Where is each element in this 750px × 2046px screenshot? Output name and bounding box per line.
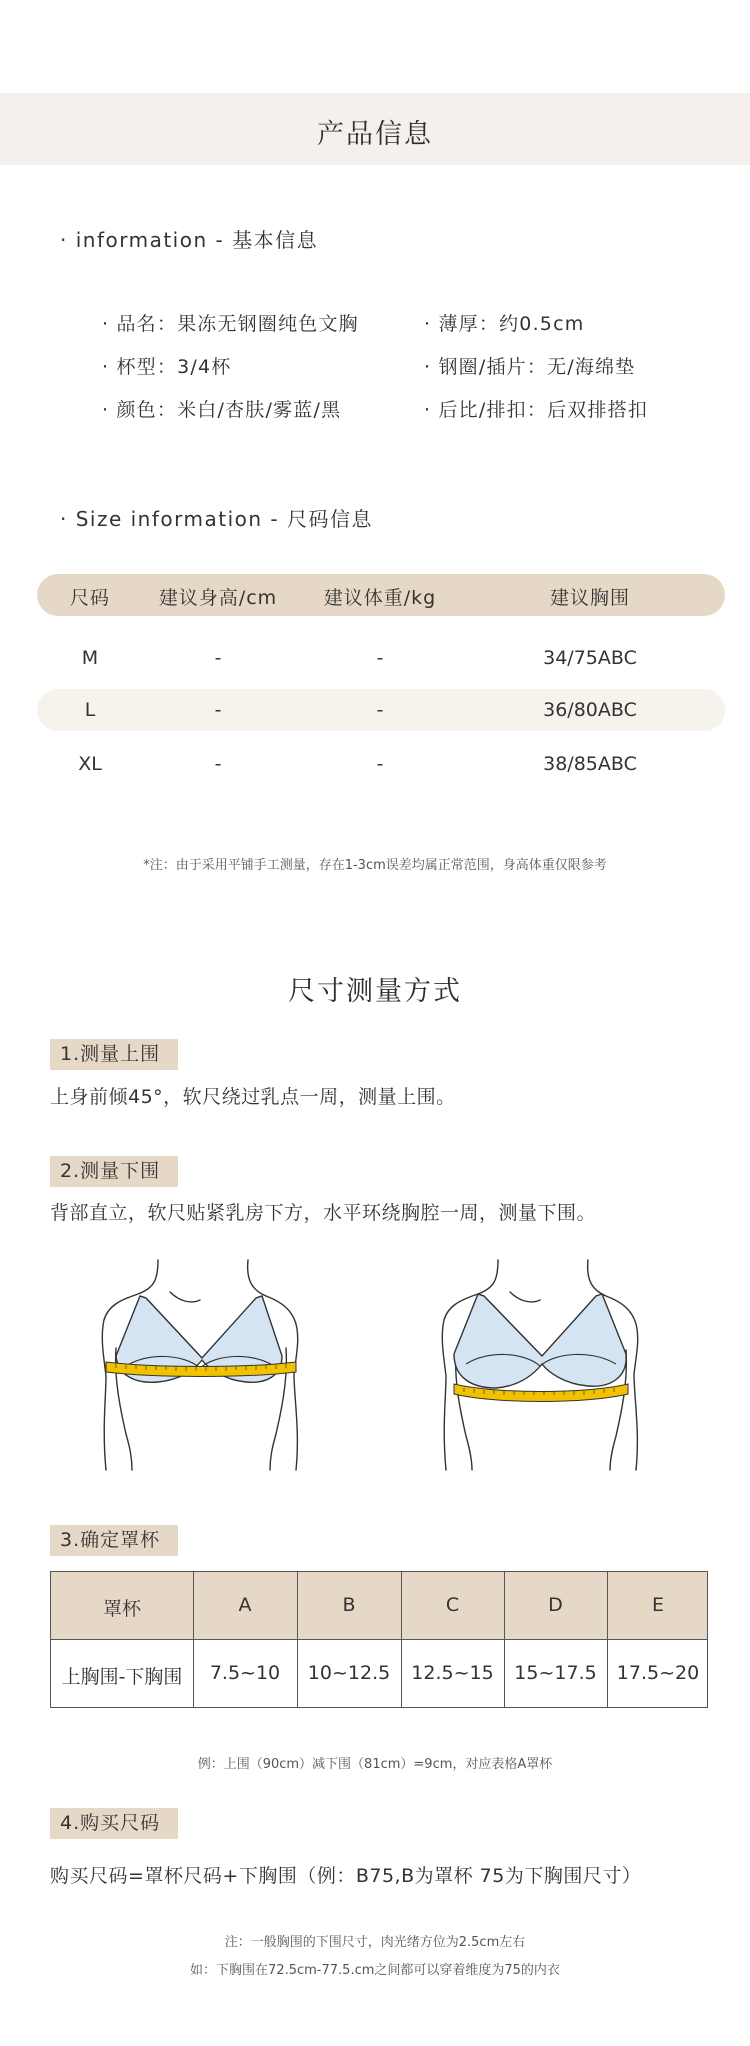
under-bust-illustration — [436, 1258, 646, 1472]
step1-label: 1.测量上围 — [50, 1039, 178, 1070]
size-cell: L — [84, 699, 96, 721]
cup-table-divider — [401, 1572, 402, 1707]
weight-cell: - — [376, 753, 384, 775]
size-col-height: 建议身高/cm — [158, 587, 278, 609]
cup-head-d: D — [548, 1594, 563, 1616]
cup-value-c: 12.5~15 — [411, 1662, 494, 1684]
height-cell: - — [214, 753, 222, 775]
cup-table-divider — [297, 1572, 298, 1707]
info-wire-pad: · 钢圈/插片：无/海绵垫 — [424, 356, 636, 378]
cup-head-a: A — [238, 1594, 252, 1616]
step2-text: 背部直立，软尺贴紧乳房下方，水平环绕胸腔一周，测量下围。 — [50, 1202, 597, 1224]
step4-text: 购买尺码=罩杯尺码+下胸围（例：B75,B为罩杯 75为下胸围尺寸） — [50, 1865, 642, 1887]
size-col-bust: 建议胸围 — [549, 587, 630, 609]
basic-info-heading: · information - 基本信息 — [60, 228, 319, 252]
weight-cell: - — [376, 699, 384, 721]
size-cell: XL — [78, 753, 102, 775]
bust-cell: 34/75ABC — [543, 647, 637, 669]
measure-title: 尺寸测量方式 — [288, 976, 462, 1007]
cup-value-e: 17.5~20 — [616, 1662, 700, 1684]
cup-value-a: 7.5~10 — [209, 1662, 281, 1684]
size-cell: M — [81, 647, 99, 669]
cup-table-divider — [607, 1572, 608, 1707]
info-cup-type: · 杯型：3/4杯 — [102, 356, 232, 378]
cup-head-e: E — [651, 1594, 664, 1616]
size-col-size: 尺码 — [69, 587, 110, 609]
height-cell: - — [214, 699, 222, 721]
upper-bust-illustration — [96, 1258, 306, 1472]
cup-table-divider — [193, 1572, 194, 1707]
cup-head-b: B — [342, 1594, 356, 1616]
weight-cell: - — [376, 647, 384, 669]
page-title: 产品信息 — [317, 119, 433, 150]
height-cell: - — [214, 647, 222, 669]
bust-cell: 38/85ABC — [543, 753, 637, 775]
step4-label: 4.购买尺码 — [50, 1808, 178, 1839]
cup-value-d: 15~17.5 — [514, 1662, 597, 1684]
step3-label: 3.确定罩杯 — [50, 1525, 178, 1556]
info-colors: · 颜色：米白/杏肤/雾蓝/黑 — [102, 399, 342, 421]
cup-head-c: C — [445, 1594, 460, 1616]
footer-note-2: 如：下胸围在72.5cm-77.5.cm之间都可以穿着维度为75的内衣 — [190, 1963, 560, 1978]
info-clasp: · 后比/排扣：后双排搭扣 — [424, 399, 649, 421]
cup-table — [50, 1571, 708, 1708]
bust-cell: 36/80ABC — [543, 699, 637, 721]
cup-table-divider — [504, 1572, 505, 1707]
info-product-name: · 品名：果冻无钢圈纯色文胸 — [102, 313, 359, 335]
size-info-heading: · Size information - 尺码信息 — [60, 507, 373, 531]
cup-head-label: 罩杯 — [102, 1598, 141, 1620]
step2-label: 2.测量下围 — [50, 1156, 178, 1187]
size-col-weight: 建议体重/kg — [323, 587, 437, 609]
footer-note-1: 注：一般胸围的下围尺寸，肉光绪方位为2.5cm左右 — [224, 1935, 526, 1950]
cup-value-b: 10~12.5 — [307, 1662, 391, 1684]
cup-row-label: 上胸围-下胸围 — [61, 1666, 183, 1688]
info-thickness: · 薄厚：约0.5cm — [424, 313, 585, 335]
cup-example-note: 例：上围（90cm）减下围（81cm）=9cm，对应表格A罩杯 — [197, 1757, 553, 1772]
step1-text: 上身前倾45°，软尺绕过乳点一周，测量上围。 — [50, 1086, 456, 1108]
size-note: *注：由于采用平铺手工测量，存在1-3cm误差均属正常范围，身高体重仅限参考 — [143, 858, 607, 873]
